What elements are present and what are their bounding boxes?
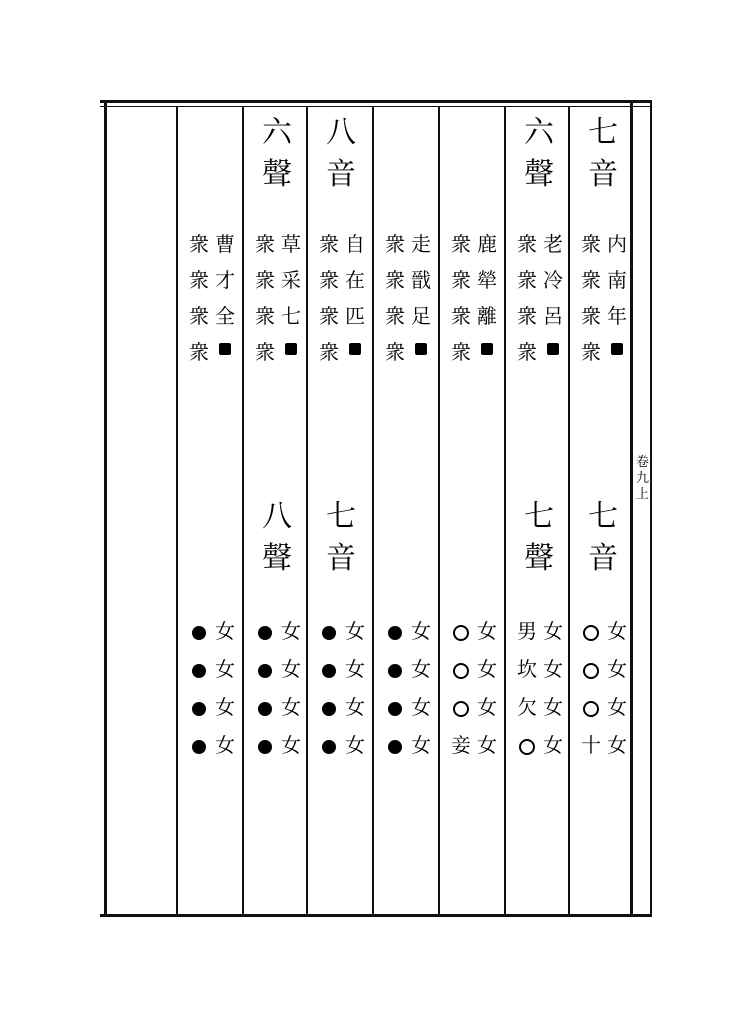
marks-right [278,612,304,764]
mark-char: 女 [345,657,365,681]
marks-group [572,612,634,772]
block-mark [342,342,368,372]
rhyme-group [376,234,438,384]
header-char [376,160,438,196]
filled-circle-mark [186,688,212,726]
header-char [180,118,242,154]
divider-6 [242,106,244,914]
rhyme-char: 衆 [517,232,537,256]
mark-char: 妾 [451,733,471,757]
filled-circle-mark [186,612,212,650]
marks-group [508,612,570,772]
mark-char: 女 [215,657,235,681]
mark-char: 女 [607,695,627,719]
rhyme-group [310,234,372,384]
section-char: 聲 [524,541,554,576]
section-char [442,544,504,580]
marks-left [514,612,540,764]
rhyme-char: 衆 [517,340,537,364]
open-circle-mark [448,650,474,688]
rhyme-char: 衆 [255,268,275,292]
rhyme-finals [448,234,474,378]
filled-circle-mark [316,612,342,650]
rhyme-char: 呂 [543,304,563,328]
header-char [376,118,438,154]
divider-4 [372,106,374,914]
header-char: 音 [326,157,356,192]
rhyme-char: 衆 [319,232,339,256]
rhyme-char: 衆 [189,340,209,364]
marks-right [342,612,368,764]
section-header [442,502,504,586]
top-border [100,100,652,103]
header-char [180,160,242,196]
rhyme-char: 足 [411,304,431,328]
mark-char: 女 [345,695,365,719]
rhyme-char: 衆 [189,268,209,292]
rhyme-group [572,234,634,384]
rhyme-char: 犖 [477,268,497,292]
section-char [376,544,438,580]
section-header [180,502,242,586]
column-header [572,115,634,202]
rhyme-initials [342,234,368,372]
rhyme-initials [408,234,434,372]
section-char: 七 [326,499,356,534]
rhyme-char: 自 [345,232,365,256]
rhyme-char: 衆 [255,232,275,256]
marks-left [578,612,604,764]
filled-circle-mark [382,612,408,650]
filled-circle-mark [252,612,278,650]
mark-char: 女 [543,657,563,681]
open-circle-mark [578,688,604,726]
divider-2 [504,106,506,914]
scanned-page: 卷 九 上 七 音 内 南 年 衆 衆 衆 衆 七 音 女 女 女 女 十 六 聲 老 冷 呂 衆 衆 衆 衆 七 聲 女 女 女 女 男 坎 欠 鹿 犖 離 衆 衆 衆 衆 女 女 女 女 妾 走 戩 足 衆 衆 衆 衆 女 女 女 女 八 音 自 在 匹 衆 衆 衆 衆 七 音 女 女 女 女 六 聲 草 采 七 衆 衆 衆 衆 八 聲 女 女 女 女 曹 才 全 衆 衆 衆 衆 女 女 女 女 [0,0,739,1024]
header-char: 聲 [262,157,292,192]
rhyme-group [508,234,570,384]
marks-group [310,612,372,772]
rhyme-char: 衆 [451,268,471,292]
rhyme-char: 草 [281,232,301,256]
marks-right [540,612,566,764]
mark-char: 男 [517,619,537,643]
bottom-border [100,914,652,917]
section-char: 八 [262,499,292,534]
marks-group [442,612,504,772]
rhyme-char: 衆 [581,232,601,256]
column-header [180,118,242,202]
rhyme-finals [252,234,278,378]
rhyme-initials [540,234,566,372]
section-header [572,499,634,586]
header-char [442,160,504,196]
rhyme-char: 衆 [189,232,209,256]
mark-char: 女 [607,657,627,681]
open-circle-mark [448,688,474,726]
column-header [442,118,504,202]
filled-circle-mark [316,726,342,764]
rhyme-char: 衆 [385,340,405,364]
right-outer-border [650,100,652,917]
mark-char: 女 [411,619,431,643]
rhyme-char: 鹿 [477,232,497,256]
mark-char: 女 [543,695,563,719]
marks-group [180,612,242,772]
rhyme-char: 衆 [581,304,601,328]
section-char: 七 [524,499,554,534]
section-header [246,499,308,586]
section-char [180,544,242,580]
rhyme-char: 在 [345,268,365,292]
rhyme-group [442,234,504,384]
mark-char: 女 [345,733,365,757]
mark-char: 女 [477,733,497,757]
header-char: 六 [262,115,292,150]
rhyme-initials [474,234,500,372]
rhyme-char: 戩 [411,268,431,292]
rhyme-char: 衆 [451,340,471,364]
section-char [376,502,438,538]
filled-circle-mark [382,650,408,688]
header-char: 聲 [524,157,554,192]
rhyme-char: 衆 [319,304,339,328]
section-char: 聲 [262,541,292,576]
header-char: 八 [326,115,356,150]
marks-left [448,612,474,764]
mark-char: 女 [477,695,497,719]
mark-char: 女 [411,657,431,681]
rhyme-finals [514,234,540,378]
rhyme-char: 衆 [581,340,601,364]
open-circle-mark [514,726,540,764]
block-mark [604,342,630,372]
rhyme-char: 衆 [255,304,275,328]
marks-right [408,612,434,764]
filled-circle-mark [382,726,408,764]
rhyme-char: 老 [543,232,563,256]
marks-right [604,612,630,764]
section-char [180,502,242,538]
filled-circle-mark [252,726,278,764]
filled-circle-mark [316,688,342,726]
rhyme-initials [604,234,630,372]
rhyme-char: 曹 [215,232,235,256]
mark-char: 女 [543,619,563,643]
filled-circle-mark [186,650,212,688]
mark-char: 坎 [517,657,537,681]
mark-char: 女 [215,695,235,719]
rhyme-group [246,234,308,384]
rhyme-char: 衆 [517,268,537,292]
marks-left [186,612,212,764]
header-char [442,118,504,154]
marks-left [252,612,278,764]
section-header [376,502,438,586]
block-mark [408,342,434,372]
marks-group [376,612,438,772]
filled-circle-mark [252,650,278,688]
mark-char: 女 [215,619,235,643]
mark-char: 女 [477,657,497,681]
section-header [310,499,372,586]
left-border [104,100,107,917]
mark-char: 女 [607,619,627,643]
mark-char: 女 [281,657,301,681]
rhyme-char: 衆 [189,304,209,328]
mark-char: 女 [607,733,627,757]
rhyme-group [180,234,242,384]
rhyme-char: 才 [215,268,235,292]
rhyme-finals [382,234,408,378]
marks-left [316,612,342,764]
marks-group [246,612,308,772]
rhyme-finals [186,234,212,378]
marks-right [474,612,500,764]
rhyme-char: 年 [607,304,627,328]
rhyme-char: 七 [281,304,301,328]
rhyme-char: 衆 [451,232,471,256]
block-mark [212,342,238,372]
section-char [442,502,504,538]
mark-char: 女 [345,619,365,643]
rhyme-char: 走 [411,232,431,256]
section-char: 七 [588,499,618,534]
rhyme-finals [316,234,342,378]
rhyme-char: 衆 [319,268,339,292]
rhyme-char: 衆 [319,340,339,364]
section-char: 音 [588,541,618,576]
mark-char: 女 [543,733,563,757]
rhyme-char: 采 [281,268,301,292]
header-char: 音 [588,157,618,192]
mark-char: 女 [281,695,301,719]
rhyme-char: 衆 [517,304,537,328]
mark-char: 女 [281,619,301,643]
block-mark [540,342,566,372]
rhyme-char: 内 [607,232,627,256]
block-mark [474,342,500,372]
rhyme-char: 衆 [385,232,405,256]
mark-char: 女 [411,733,431,757]
section-header [508,499,570,586]
column-header [246,115,308,202]
marks-right [212,612,238,764]
mark-char: 女 [281,733,301,757]
rhyme-char: 衆 [385,304,405,328]
rhyme-char: 南 [607,268,627,292]
column-header [508,115,570,202]
header-char: 六 [524,115,554,150]
column-header [310,115,372,202]
filled-circle-mark [382,688,408,726]
mark-char: 女 [477,619,497,643]
divider-3 [438,106,440,914]
header-char: 七 [588,115,618,150]
rhyme-char: 衆 [385,268,405,292]
rhyme-char: 冷 [543,268,563,292]
rhyme-char: 全 [215,304,235,328]
mark-char: 十 [581,733,601,757]
divider-7 [176,106,178,914]
open-circle-mark [578,650,604,688]
rhyme-char: 匹 [345,304,365,328]
filled-circle-mark [186,726,212,764]
open-circle-mark [448,612,474,650]
filled-circle-mark [252,688,278,726]
open-circle-mark [578,612,604,650]
rhyme-char: 衆 [451,304,471,328]
section-char: 音 [326,541,356,576]
rhyme-char: 衆 [581,268,601,292]
rhyme-initials [212,234,238,372]
rhyme-finals [578,234,604,378]
mark-char: 女 [411,695,431,719]
mark-char: 女 [215,733,235,757]
column-header [376,118,438,202]
rhyme-char: 衆 [255,340,275,364]
mark-char: 欠 [517,695,537,719]
rhyme-char: 離 [477,304,497,328]
marks-left [382,612,408,764]
filled-circle-mark [316,650,342,688]
rhyme-initials [278,234,304,372]
block-mark [278,342,304,372]
